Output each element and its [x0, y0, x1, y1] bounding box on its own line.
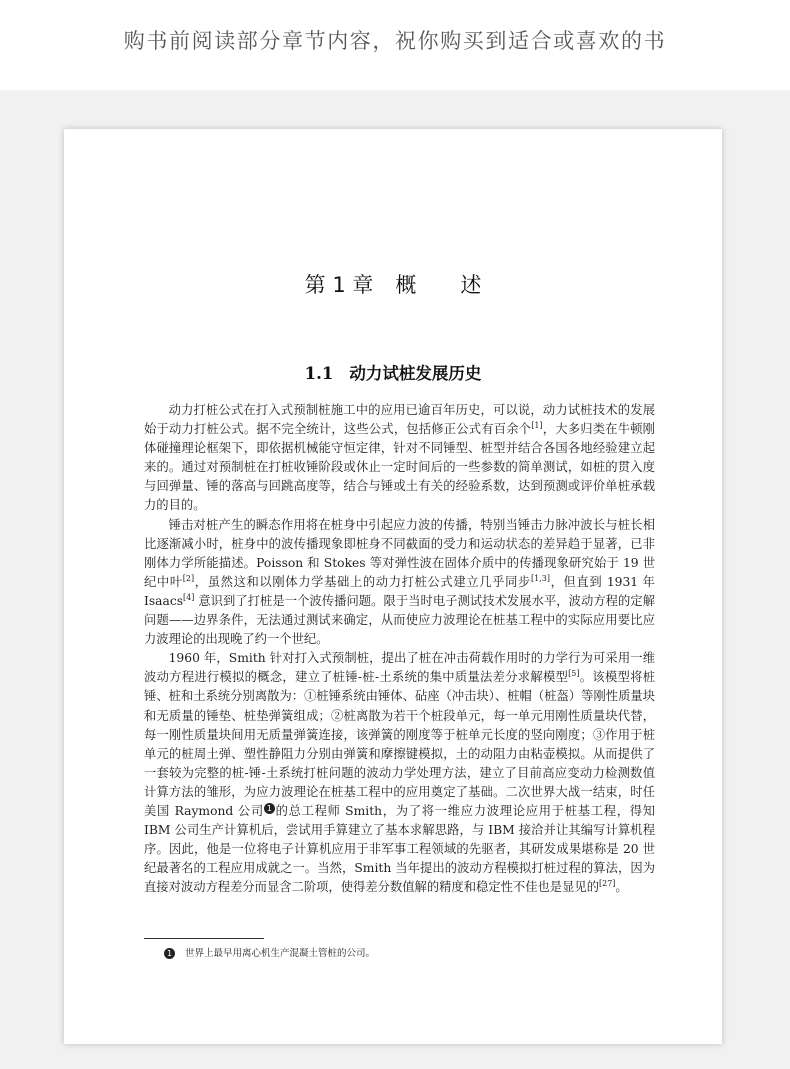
chapter-title-char-2: 述: [460, 273, 482, 297]
chapter-label: 第 1 章: [304, 273, 374, 297]
book-page: [64, 129, 722, 1044]
citation: [1,3]: [530, 573, 550, 583]
paragraph-1: [144, 401, 655, 516]
top-banner: [0, 0, 790, 90]
paragraph-3: [144, 649, 655, 897]
footnote-divider: [144, 938, 264, 939]
paragraph-2-text-b: ，虽然这和以刚体力学基础上的动力打桩公式建立几乎同步: [194, 574, 531, 589]
citation: [2]: [182, 573, 195, 583]
paragraph-1-text-b: ，大多归类在牛顿刚体碰撞理论框架下，即依据机械能守恒定律，针对不同锤型、桩型并结合各国各地经验建立起来的。通过对预制桩在打桩收锤阶段或休止一定时间后的一些参数的简单测试，如桩的贯入度与回弹量、锤的落高与回跳高度等，结合与锤或土有关的经验系数，达到预测或评价单桩承载力的目的。: [144, 422, 655, 513]
citation: [5]: [568, 669, 580, 679]
chapter-title-char-1: 概: [395, 273, 417, 297]
body-text: [144, 401, 655, 897]
paragraph-2-text-a: 锤击对桩产生的瞬态作用将在桩身中引起应力波的传播，特别当锤击力脉冲波长与桩长相比逐渐减小时，桩身中的波传播现象即桩身不同截面的受力和运动状态的差异趋于显著，已非刚体力学所能描述。Poisson 和 Stokes 等对弹性波在固体介质中的传播现象研究始于 19 世纪中叶: [144, 517, 655, 589]
citation: [4]: [183, 592, 195, 602]
footnote: [164, 946, 644, 962]
section-title: 动力试桩发展历史: [349, 364, 482, 383]
paragraph-3-text-d: 。: [615, 880, 628, 895]
paragraph-3-text-a: 1960 年，Smith 针对打入式预制桩，提出了桩在冲击荷载作用时的力学行为可采用一维波动方程进行模拟的概念，建立了桩锤-桩-土系统的集中质量法差分求解模型: [144, 651, 655, 685]
paragraph-2: [144, 516, 655, 650]
footnote-text: 世界上最早用离心机生产混凝土管桩的公司。: [185, 948, 376, 959]
section-heading: [64, 361, 722, 387]
paragraph-2-text-d: 意识到了打桩是一个波传播问题。限于当时电子测试技术发展水平，波动方程的定解问题——边界条件，无法通过测试来确定，从而使应力波理论在桩基工程中的实际应用要比应力波理论的出现晚了约一个世纪。: [144, 593, 655, 647]
paragraph-1-text-a: 动力打桩公式在打入式预制桩施工中的应用已逾百年历史，可以说，动力试桩技术的发展始于动力打桩公式。据不完全统计，这些公式，包括修正公式有百余个: [144, 403, 655, 437]
paragraph-2-text-c: ，但直到 1931 年 Isaacs: [144, 574, 655, 608]
footnote-number: 1: [164, 948, 175, 959]
chapter-heading: [64, 269, 722, 301]
banner-text: 购书前阅读部分章节内容，祝你购买到适合或喜欢的书: [123, 29, 667, 53]
citation: [1]: [531, 421, 543, 431]
footnote-marker[interactable]: 1: [264, 803, 275, 814]
paragraph-3-text-b: 。该模型将桩锤、桩和土系统分别离散为：①桩锤系统由锤体、砧座（冲击块）、桩帽（桩盔）等刚性质量块和无质量的锤垫、桩垫弹簧组成；②桩离散为若干个桩段单元，每一单元用刚性质量块代替，每一刚性质量块间用无质量弹簧连接，该弹簧的刚度等于桩单元长度的竖向刚度；③作用于桩单元的桩周土弹、塑性静阻力分别由弹簧和摩擦键模拟，土的动阻力由粘壶模拟。从而提供了一套较为完整的桩-锤-土系统打桩问题的波动力学处理方法，建立了目前高应变动力检测数值计算方法的雏形，为应力波理论在桩基工程中的应用奠定了基础。二次世界大战一结束，时任美国 Raymond 公司: [144, 670, 655, 818]
citation: [27]: [599, 879, 616, 889]
paragraph-3-text-c: 的总工程师 Smith，为了将一维应力波理论应用于桩基工程，得知 IBM 公司生产计算机后，尝试用手算建立了基本求解思路，与 IBM 接洽并让其编写计算机程序。因此，他是一位将电子计算机应用于非军事工程领域的先驱者，其研发成果堪称是 20 世纪最著名的工程应用成就之一。当然，Smith 当年提出的波动方程模拟打桩过程的算法，因为直接对波动方程差分而显含二阶项，使得差分数值解的精度和稳定性不佳也是显见的: [144, 803, 655, 895]
section-number: 1.1: [304, 364, 334, 383]
